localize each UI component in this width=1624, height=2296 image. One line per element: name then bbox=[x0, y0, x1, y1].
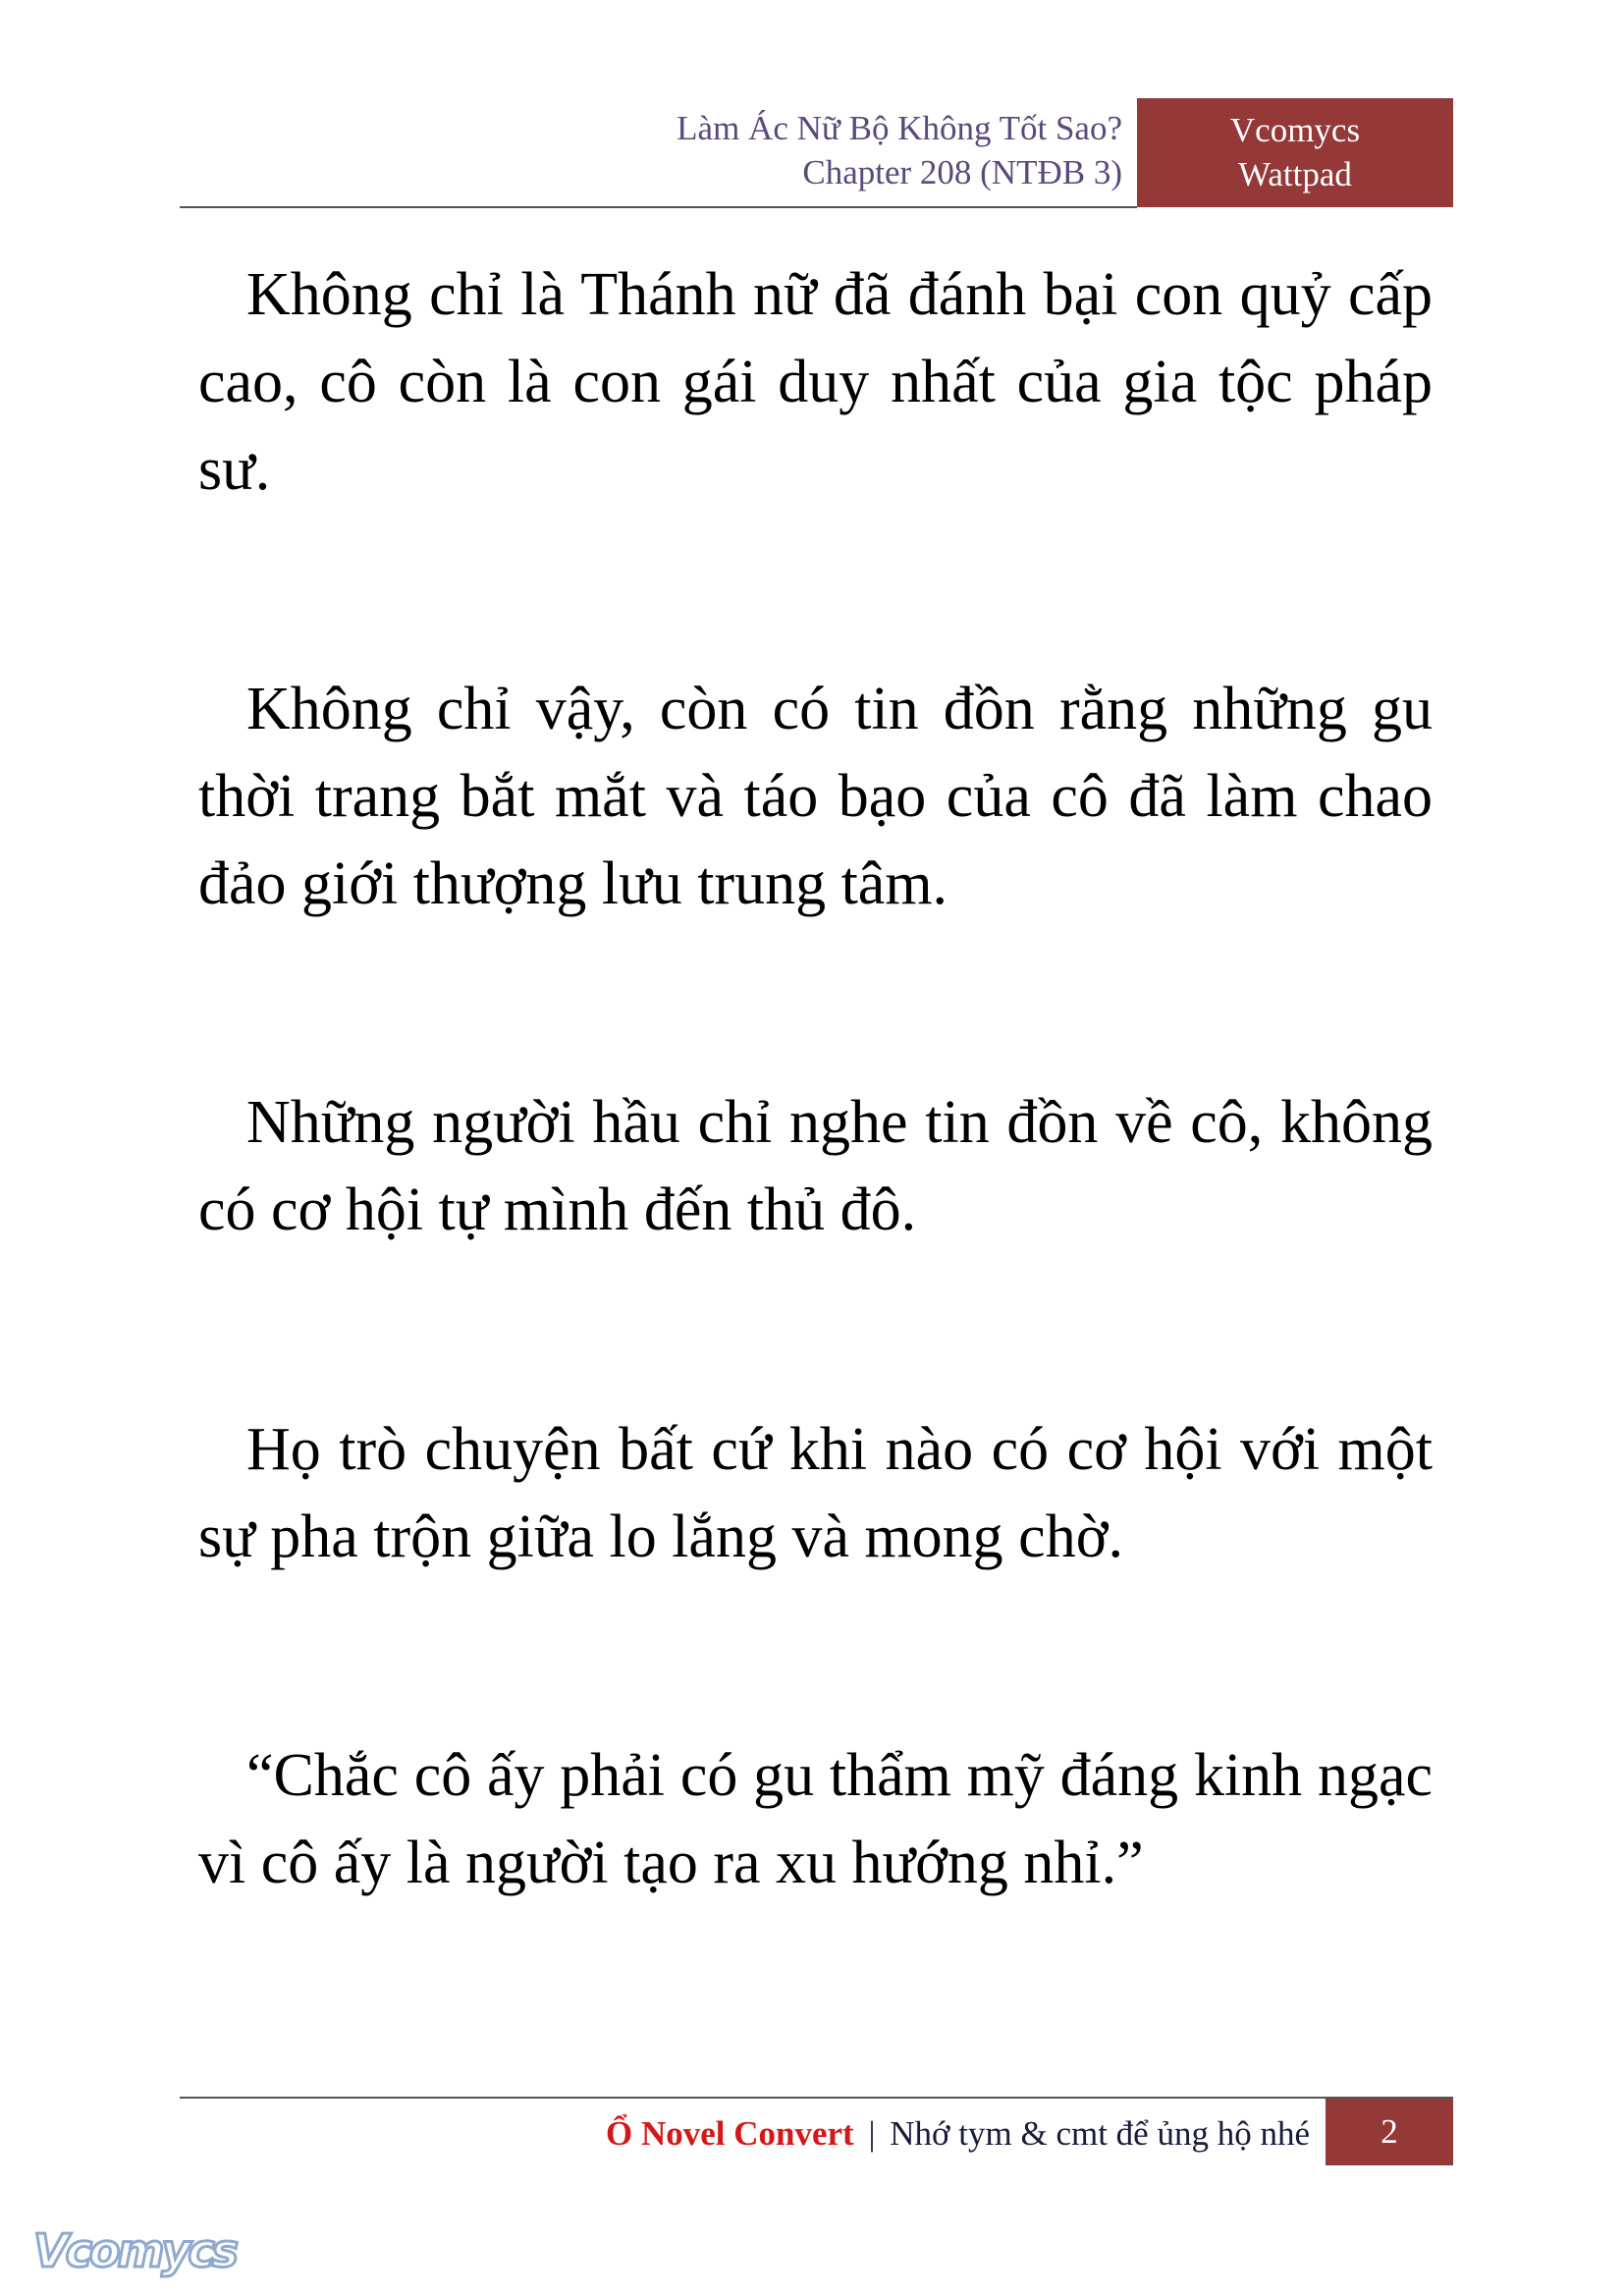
footer-message: Nhớ tym & cmt để ủng hộ nhé bbox=[890, 2114, 1310, 2153]
paragraph: Không chỉ là Thánh nữ đã đánh bại con quỷ cấp cao, cô còn là con gái duy nhất của gia tộc pháp sư. bbox=[198, 261, 1433, 503]
vcomycs-logo-icon bbox=[29, 2221, 255, 2280]
watermark-text: Vcomycs bbox=[33, 2224, 237, 2277]
footer-separator: | bbox=[868, 2114, 876, 2153]
header-divider bbox=[180, 206, 1137, 208]
source-badge-line1: Vcomycs bbox=[1229, 111, 1361, 149]
paragraph: Không chỉ vậy, còn có tin đồn rằng những gu thời trang bắt mắt và táo bạo của cô đã làm chao đảo giới thượng lưu trung tâm. bbox=[198, 676, 1433, 917]
page-number: 2 bbox=[1326, 2099, 1453, 2165]
chapter-title: Chapter 208 (NTĐB 3) bbox=[802, 153, 1122, 191]
footer-brand: Ổ Novel Convert bbox=[605, 2114, 854, 2153]
vcomycs-logo bbox=[29, 2221, 255, 2280]
source-badge-line2: Wattpad bbox=[1238, 155, 1352, 193]
source-badge bbox=[1137, 98, 1453, 207]
paragraph: Những người hầu chỉ nghe tin đồn về cô, không có cơ hội tự mình đến thủ đô. bbox=[198, 1089, 1433, 1243]
paragraph: “Chắc cô ấy phải có gu thẩm mỹ đáng kinh ngạc vì cô ấy là người tạo ra xu hướng nhỉ.” bbox=[198, 1742, 1433, 1896]
book-title: Làm Ác Nữ Bộ Không Tốt Sao? bbox=[677, 109, 1122, 147]
paragraph: Họ trò chuyện bất cứ khi nào có cơ hội với một sự pha trộn giữa lo lắng và mong chờ. bbox=[198, 1416, 1433, 1570]
header-title-block bbox=[677, 106, 1122, 194]
footer-divider bbox=[180, 2097, 1453, 2099]
page-header bbox=[180, 98, 1453, 207]
page-footer bbox=[606, 2111, 1310, 2156]
